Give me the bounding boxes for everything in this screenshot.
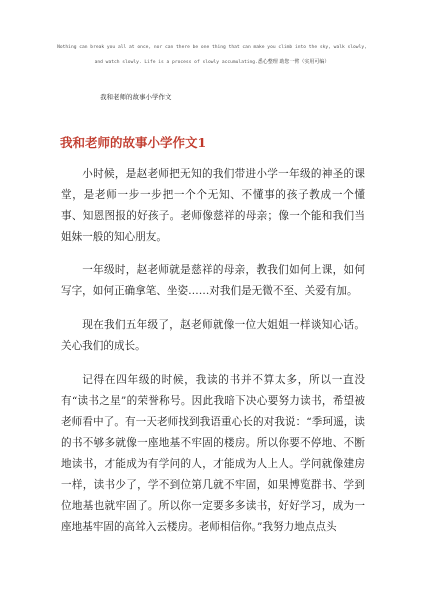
paragraph-3: 现在我们五年级了，赵老师就像一位大姐姐一样谈知心话。关心我们的成长。 xyxy=(61,319,365,352)
paragraph-4: 记得在四年级的时候，我读的书并不算太多，所以一直没有“读书之星”的荣誉称号。因此我暗下决心要努力读书，希望被老师看中了。有一天老师找到我语重心长的对我说：“季珂遥，读的书不够多就像一座地基不牢固的楼房。所以你要不停地、不断地读书，才能成为有学问的人，才能成为人上人。学问就像建房一样，读书少了，学不到位第几就不牢固，如果博览群书、学到位地基也就牢固了。所以你一定要多多读书，好好学习，成为一座地基牢固的高耸入云楼房。老师相信你。”我努力地点点头 xyxy=(61,374,365,533)
header-quote-line-2 xyxy=(40,57,384,68)
document-title: 我和老师的故事小学作文1 xyxy=(60,135,207,150)
header-quote-chinese: 悉心整理 助您一臂（实用可编） xyxy=(257,59,330,65)
header-quote-english: and watch slowly. Life is a process of slowly accumulating. xyxy=(94,60,258,65)
header-quote-line-1: Nothing can break you all at once, nor can there be one thing that can make you climb into the sky, walk slowly, xyxy=(57,45,367,50)
document-subtitle: 我和老师的故事小学作文 xyxy=(100,93,172,101)
paragraph-1: 小时候，是赵老师把无知的我们带进小学一年级的神圣的课堂，是老师一步一步把一个个无知、不懂事的孩子教成一个懂事、知恩图报的好孩子。老师像慈祥的母亲；像一个能和我们当姐妹一般的知心朋友。 xyxy=(61,168,365,243)
paragraph-2: 一年级时，赵老师就是慈祥的母亲，教我们如何上课，如何写字，如何正确拿笔、坐姿……对我们是无微不至、关爱有加。 xyxy=(61,264,365,297)
